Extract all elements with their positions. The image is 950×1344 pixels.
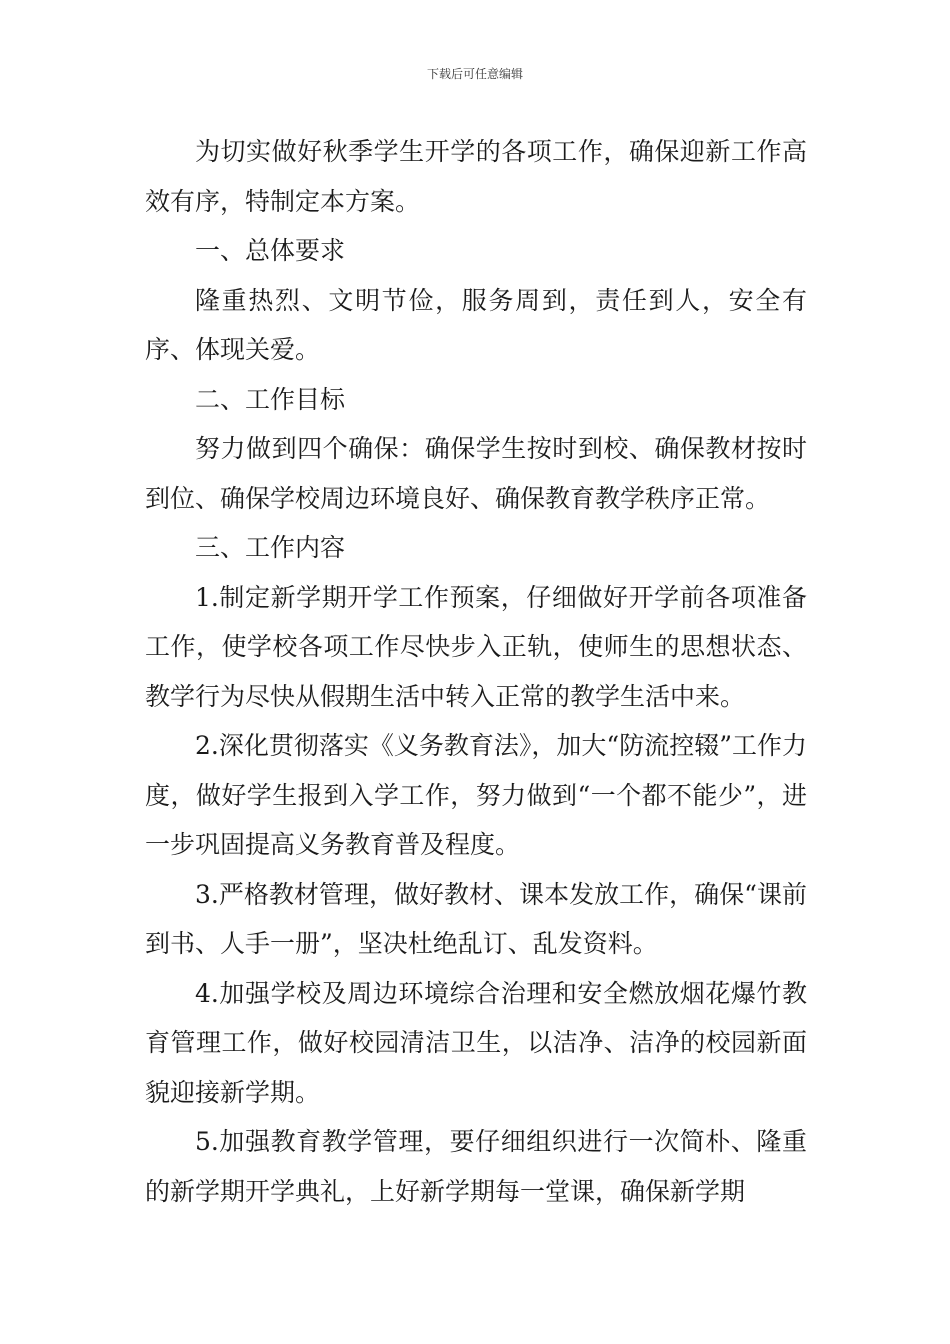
- overall-requirements-paragraph: 隆重热烈、文明节俭，服务周到，责任到人，安全有序、体现关爱。: [145, 285, 807, 364]
- work-item-4: 4.加强学校及周边环境综合治理和安全燃放烟花爆竹教育管理工作，做好校园清洁卫生，以洁净、洁净的校园新面貌迎接新学期。: [145, 978, 807, 1107]
- work-item-2: 2.深化贯彻落实《义务教育法》，加大“防流控辍”工作力度，做好学生报到入学工作，努力做到“一个都不能少”，进一步巩固提高义务教育普及程度。: [145, 731, 807, 859]
- section-heading-work-content: 三、工作内容: [195, 533, 346, 562]
- intro-paragraph: 为切实做好秋季学生开学的各项工作，确保迎新工作高效有序，特制定本方案。: [145, 137, 807, 216]
- work-goals-paragraph: 努力做到四个确保：确保学生按时到校、确保教材按时到位、确保学校周边环境良好、确保教育教学秩序正常。: [145, 434, 807, 513]
- work-item-5: 5.加强教育教学管理，要仔细组织进行一次简朴、隆重的新学期开学典礼，上好新学期每一堂课，确保新学期: [145, 1127, 807, 1206]
- work-item-3: 3.严格教材管理，做好教材、课本发放工作，确保“课前到书、人手一册”，坚决杜绝乱订、乱发资料。: [145, 879, 807, 958]
- work-item-1: 1.制定新学期开学工作预案，仔细做好开学前各项准备工作，使学校各项工作尽快步入正轨，使师生的思想状态、教学行为尽快从假期生活中转入正常的教学生活中来。: [145, 582, 807, 711]
- page-header: 下载后可任意编辑: [426, 67, 523, 81]
- section-heading-work-goals: 二、工作目标: [195, 384, 346, 414]
- section-heading-overall-requirements: 一、总体要求: [195, 236, 346, 265]
- document-body: [145, 127, 807, 1216]
